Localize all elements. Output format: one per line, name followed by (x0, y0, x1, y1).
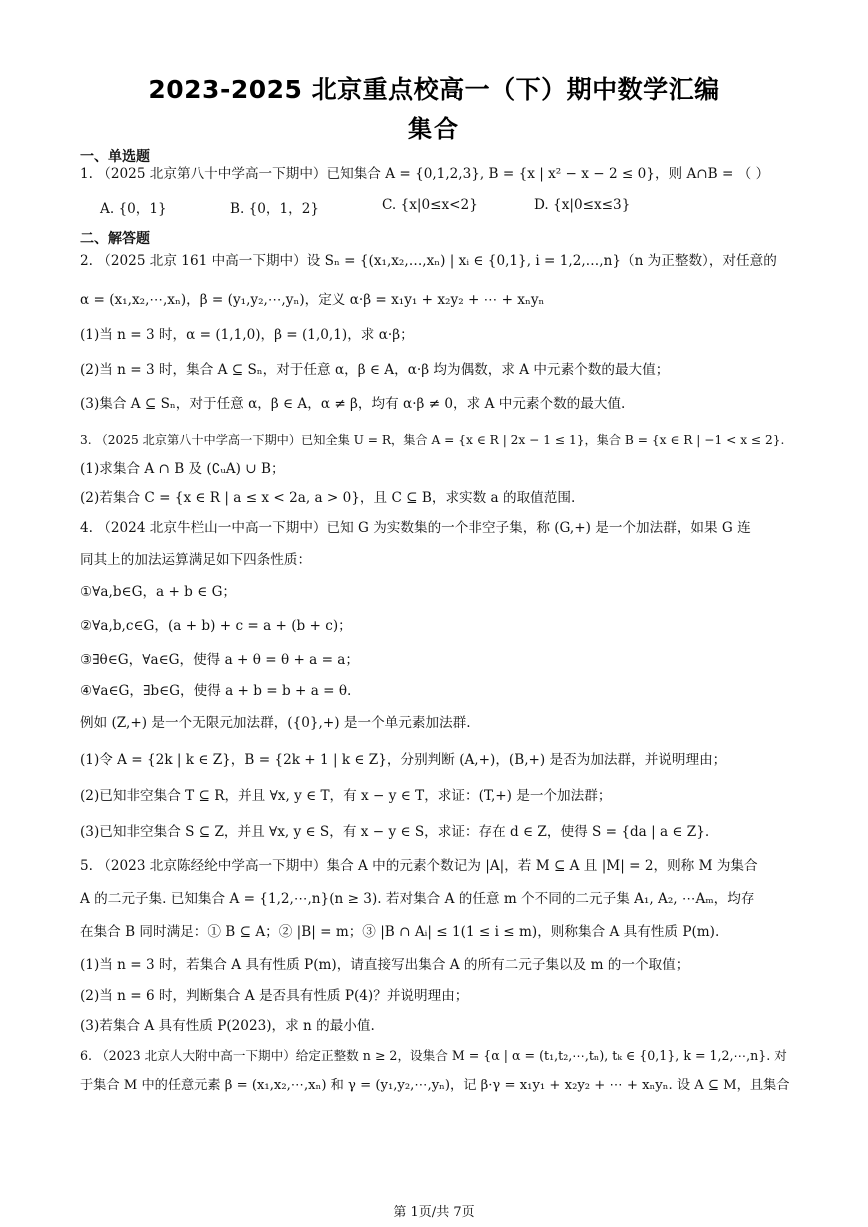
q5-part-1: (1)当 n = 3 时，若集合 A 具有性质 P(m)，请直接写出集合 A 的所有二元子集以及 m 的一个取值； (80, 957, 690, 973)
q5-line-2: A 的二元子集. 已知集合 A = {1,2,⋯,n}(n ≥ 3). 若对集合 A 的任意 m 个不同的二元子集 A₁, A₂, ⋯Aₘ，均存 (80, 891, 755, 907)
section-single-choice: 一、单选题 (80, 149, 150, 165)
q2-line-2: α = (x₁,x₂,⋯,xₙ)，β = (y₁,y₂,⋯,yₙ)，定义 α·β = x₁y₁ + x₂y₂ + ⋯ + xₙyₙ (80, 292, 545, 308)
page-footer: 第 1页/共 7页 (393, 1205, 475, 1220)
q2-part-3: (3)集合 A ⊆ Sₙ，对于任意 α，β ∈ A，α ≠ β，均有 α·β ≠ 0，求 A 中元素个数的最大值. (80, 396, 626, 412)
q6-line-1: 6. （2023 北京人大附中高一下期中）给定正整数 n ≥ 2，设集合 M = {α | α = (t₁,t₂,⋯,tₙ), tₖ ∈ {0,1}, k = 1,2,⋯,n}. 对 (80, 1048, 787, 1063)
document-title: 2023-2025 北京重点校高一（下）期中数学汇编 (148, 75, 720, 104)
document-subtitle: 集合 (408, 115, 460, 143)
q1-option-a: A. {0，1} (100, 201, 167, 217)
q1-option-b: B. {0，1，2} (230, 201, 320, 217)
q4-part-1: (1)令 A = {2k | k ∈ Z}，B = {2k + 1 | k ∈ Z}，分别判断 (A,+)，(B,+) 是否为加法群，并说明理由； (80, 752, 727, 768)
q2-part-1: (1)当 n = 3 时，α = (1,1,0)，β = (1,0,1)，求 α·β； (80, 327, 414, 343)
q2-part-2: (2)当 n = 3 时，集合 A ⊆ Sₙ，对于任意 α，β ∈ A，α·β 均为偶数，求 A 中元素个数的最大值； (80, 362, 670, 378)
q4-example: 例如 (Z,+) 是一个无限元加法群，({0},+) 是一个单元素加法群. (80, 715, 471, 731)
q3-part-1: (1)求集合 A ∩ B 及 (∁ᵤA) ∪ B； (80, 461, 285, 477)
section-answer: 二、解答题 (80, 231, 150, 247)
q5-line-1: 5. （2023 北京陈经纶中学高一下期中）集合 A 中的元素个数记为 |A|，若 M ⊆ A 且 |M| = 2，则称 M 为集合 (80, 858, 758, 874)
q4-condition-4: ④∀a∈G，∃b∈G，使得 a + b = b + a = θ. (80, 683, 352, 699)
q1-option-d: D. {x|0≤x≤3} (534, 197, 631, 213)
q4-part-3: (3)已知非空集合 S ⊆ Z，并且 ∀x, y ∈ S，有 x − y ∈ S，求证：存在 d ∈ Z，使得 S = {da | a ∈ Z}. (80, 824, 710, 840)
q4-part-2: (2)已知非空集合 T ⊆ R，并且 ∀x, y ∈ T，有 x − y ∈ T，求证：(T,+) 是一个加法群； (80, 788, 612, 804)
q4-line-2: 同其上的加法运算满足如下四条性质： (80, 552, 312, 568)
q6-line-2: 于集合 M 中的任意元素 β = (x₁,x₂,⋯,xₙ) 和 γ = (y₁,y₂,⋯,yₙ)，记 β·γ = x₁y₁ + x₂y₂ + ⋯ + xₙyₙ. 设 A ⊆ M，且集合 (80, 1078, 790, 1093)
q1-option-c: C. {x|0≤x<2} (382, 197, 478, 213)
q1-stem: 1. （2025 北京第八十中学高一下期中）已知集合 A = {0,1,2,3}, B = {x | x² − x − 2 ≤ 0}，则 A∩B = （ ） (80, 166, 770, 182)
q3-part-2: (2)若集合 C = {x ∈ R | a ≤ x < 2a, a > 0}，且 C ⊆ B，求实数 a 的取值范围. (80, 490, 576, 506)
q2-line-1: 2. （2025 北京 161 中高一下期中）设 Sₙ = {(x₁,x₂,…,xₙ) | xᵢ ∈ {0,1}, i = 1,2,…,n}（n 为正整数），对任意的 (80, 253, 777, 269)
q4-line-1: 4. （2024 北京牛栏山一中高一下期中）已知 G 为实数集的一个非空子集，称 (G,+) 是一个加法群，如果 G 连 (80, 520, 751, 536)
q4-condition-2: ②∀a,b,c∈G，(a + b) + c = a + (b + c)； (80, 618, 352, 634)
q3-line-1: 3. （2025 北京第八十中学高一下期中）已知全集 U = R，集合 A = {x ∈ R | 2x − 1 ≤ 1}，集合 B = {x ∈ R | −1 < x ≤ 2}. (80, 433, 785, 447)
q5-line-3: 在集合 B 同时满足：① B ⊆ A；② |B| = m；③ |B ∩ Aᵢ| ≤ 1(1 ≤ i ≤ m)，则称集合 A 具有性质 P(m). (80, 924, 720, 940)
q4-condition-1: ①∀a,b∈G，a + b ∈ G； (80, 584, 237, 600)
q5-part-2: (2)当 n = 6 时，判断集合 A 是否具有性质 P(4)？并说明理由； (80, 988, 469, 1004)
q5-part-3: (3)若集合 A 具有性质 P(2023)，求 n 的最小值. (80, 1018, 375, 1034)
q4-condition-3: ③∃θ∈G，∀a∈G，使得 a + θ = θ + a = a； (80, 652, 359, 668)
